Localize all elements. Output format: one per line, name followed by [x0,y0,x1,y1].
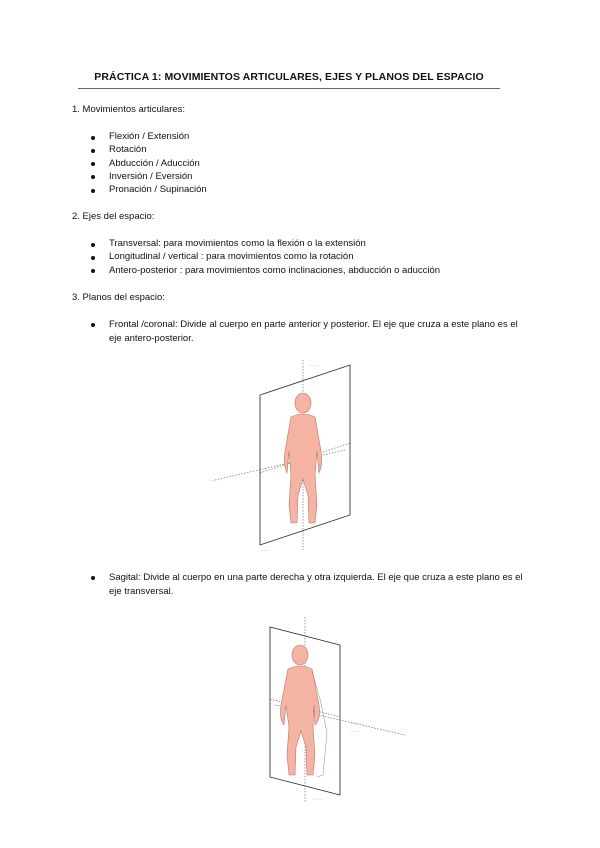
list-item: Abducción / Aducción [90,158,207,171]
frontal-plane-figure [205,355,355,555]
section-heading-movements: 1. Movimientos articulares: [72,104,185,115]
list-item: Transversal: para movimientos como la flexión o la extensión [90,238,440,251]
figure-label-tiny: · · · · · [209,479,219,483]
plane-label-sagittal: Sagital: [109,572,141,583]
plane-text-frontal: Divide al cuerpo en parte anterior y posterior. El eje que cruza a este plano es el eje antero-posterior. [109,319,518,344]
plane-item-frontal [90,318,529,346]
axes-list [90,238,440,278]
plane-item-sagittal [90,571,529,599]
figure-label-tiny: · · · · · [313,798,323,802]
section-heading-axes: 2. Ejes del espacio: [72,211,155,222]
list-item: Rotación [90,144,207,157]
figure-label-tiny: · · · · · [260,549,270,553]
frontal-plane-illustration [205,355,355,555]
page-title: PRÁCTICA 1: MOVIMIENTOS ARTICULARES, EJES Y PLANOS DEL ESPACIO [94,71,484,83]
title-divider [78,88,500,89]
list-item: Antero-posterior : para movimientos como inclinaciones, abducción o aducción [90,265,440,278]
figure-label-tiny: · · · · · [351,730,361,734]
plane-label-frontal: Frontal /coronal: [109,319,178,330]
movements-list [90,131,207,197]
list-item: Longitudinal / vertical : para movimientos como la rotación [90,251,440,264]
anteroposterior-axis-line [215,450,345,480]
sagittal-plane-illustration [255,615,415,805]
figure-label-tiny: · · · · · · [309,364,321,368]
figure-label-tiny: · · · · · · [351,722,363,726]
section-heading-planes: 3. Planos del espacio: [72,292,165,303]
human-body-frontal [284,393,321,523]
sagittal-plane-figure [255,615,415,805]
list-item: Pronación / Supinación [90,184,207,197]
plane-text-sagittal: Divide al cuerpo en una parte derecha y otra izquierda. El eje que cruza a este plano es el eje transversal. [109,572,523,597]
list-item: Inversión / Eversión [90,171,207,184]
human-body-sagittal [280,645,327,777]
list-item: Flexión / Extensión [90,131,207,144]
